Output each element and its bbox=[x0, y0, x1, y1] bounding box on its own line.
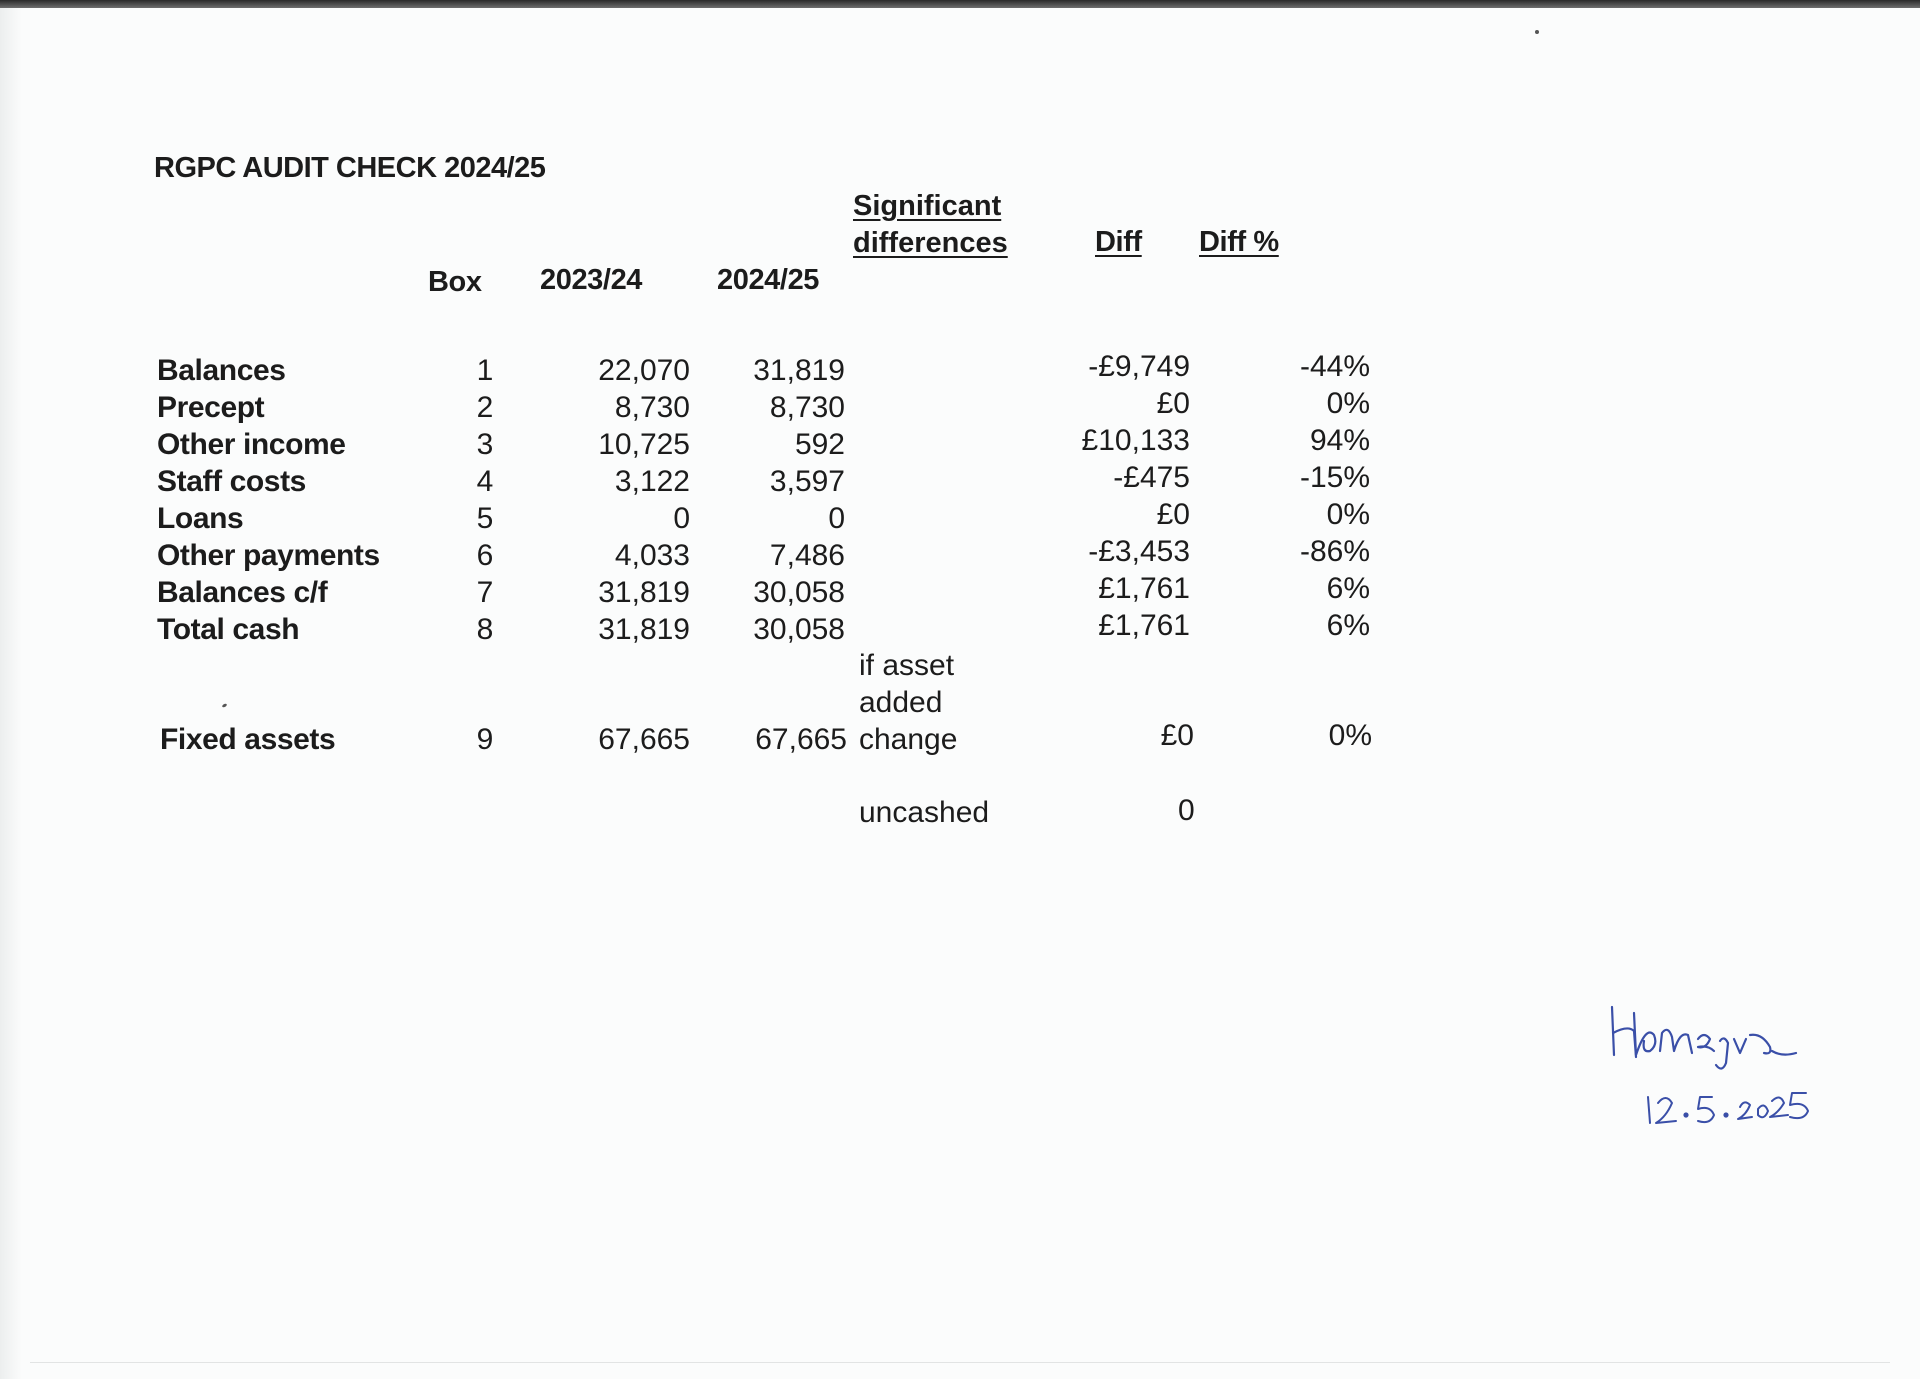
row-box: 8 bbox=[476, 613, 494, 646]
signature-stroke bbox=[1698, 1035, 1714, 1051]
scan-top-edge bbox=[0, 0, 1920, 8]
table-row bbox=[0, 387, 1920, 428]
row-diff: -£3,453 bbox=[1088, 535, 1190, 568]
table-row bbox=[0, 461, 1920, 502]
row-label: Other income bbox=[157, 428, 346, 461]
fixed-assets-note bbox=[859, 647, 954, 721]
row-box: 4 bbox=[476, 465, 494, 498]
row-diff: £1,761 bbox=[1098, 609, 1190, 642]
row-value-curr: 8,730 bbox=[769, 391, 845, 424]
table-row bbox=[0, 424, 1920, 465]
signature-stroke bbox=[1634, 1013, 1655, 1055]
row-box: 3 bbox=[476, 428, 494, 461]
row-box: 1 bbox=[476, 354, 494, 387]
row-value-prev: 31,819 bbox=[598, 613, 690, 646]
table-row bbox=[0, 535, 1920, 576]
row-value-prev: 3,122 bbox=[614, 465, 690, 498]
scan-bottom-line bbox=[30, 1362, 1890, 1363]
date-stroke bbox=[1648, 1097, 1650, 1123]
row-value-curr: 30,058 bbox=[753, 576, 845, 609]
row-label: Fixed assets bbox=[160, 723, 336, 756]
scan-speck bbox=[222, 703, 228, 708]
row-diff: £1,761 bbox=[1098, 572, 1190, 605]
handwritten-signature bbox=[1600, 995, 1840, 1145]
signature-stroke bbox=[1716, 1038, 1728, 1068]
row-diff-pct: 0% bbox=[1328, 719, 1372, 752]
row-diff-pct: -86% bbox=[1299, 535, 1370, 568]
row-diff: -£9,749 bbox=[1088, 350, 1190, 383]
date-dot bbox=[1684, 1113, 1687, 1116]
scan-left-shadow bbox=[0, 8, 22, 1379]
signature-stroke bbox=[1613, 1028, 1636, 1057]
row-box: 7 bbox=[476, 576, 494, 609]
date-stroke bbox=[1770, 1097, 1788, 1117]
row-label: Total cash bbox=[157, 613, 300, 646]
row-label: Precept bbox=[157, 391, 265, 424]
uncashed-label: uncashed bbox=[859, 796, 990, 829]
signature-stroke bbox=[1612, 1007, 1614, 1055]
signature-stroke bbox=[1750, 1035, 1770, 1054]
date-stroke bbox=[1698, 1097, 1714, 1122]
row-value-prev: 8,730 bbox=[614, 391, 690, 424]
row-diff: £0 bbox=[1160, 719, 1194, 752]
row-diff-pct: 6% bbox=[1326, 609, 1370, 642]
header-significant-line2: differences bbox=[853, 227, 1008, 259]
uncashed-value: 0 bbox=[1178, 794, 1195, 827]
row-diff: £10,133 bbox=[1081, 424, 1190, 457]
row-label: Loans bbox=[157, 502, 244, 535]
header-year-curr: 2024/25 bbox=[717, 264, 820, 296]
row-value-curr: 31,819 bbox=[753, 354, 845, 387]
header-significant-line1: Significant bbox=[853, 190, 1002, 222]
document-title: RGPC AUDIT CHECK 2024/25 bbox=[154, 152, 546, 184]
row-box: 5 bbox=[476, 502, 494, 535]
date-stroke bbox=[1758, 1105, 1768, 1117]
row-diff-pct: 94% bbox=[1309, 424, 1370, 457]
row-value-prev: 31,819 bbox=[598, 576, 690, 609]
header-significant-differences bbox=[853, 188, 1008, 262]
table-row bbox=[0, 350, 1920, 391]
row-box: 2 bbox=[476, 391, 494, 424]
row-diff: £0 bbox=[1156, 498, 1190, 531]
row-diff-pct: 0% bbox=[1326, 387, 1370, 420]
row-value-curr: 592 bbox=[794, 428, 845, 461]
row-label: Balances bbox=[157, 354, 286, 387]
header-box: Box bbox=[428, 266, 482, 298]
row-label: Other payments bbox=[157, 539, 380, 572]
signature-stroke bbox=[1772, 1051, 1796, 1055]
row-value-prev: 22,070 bbox=[598, 354, 690, 387]
note-line: if asset bbox=[859, 649, 955, 682]
row-diff-pct: -15% bbox=[1299, 461, 1370, 494]
note-line-change: change bbox=[859, 723, 958, 756]
header-year-prev: 2023/24 bbox=[540, 264, 643, 296]
table-row bbox=[0, 609, 1920, 650]
row-diff: -£475 bbox=[1113, 461, 1190, 494]
date-stroke bbox=[1738, 1102, 1752, 1119]
row-diff: £0 bbox=[1156, 387, 1190, 420]
table-row-fixed-assets bbox=[0, 719, 1920, 760]
row-diff-pct: 0% bbox=[1326, 498, 1370, 531]
row-value-curr: 0 bbox=[828, 502, 845, 535]
note-line: added bbox=[859, 686, 943, 719]
date-dot bbox=[1724, 1113, 1727, 1116]
row-value-prev: 0 bbox=[673, 502, 690, 535]
row-value-curr: 30,058 bbox=[753, 613, 845, 646]
scan-speck bbox=[1535, 30, 1539, 34]
row-box: 6 bbox=[476, 539, 494, 572]
row-value-curr: 7,486 bbox=[769, 539, 845, 572]
date-stroke bbox=[1790, 1093, 1808, 1118]
table-row bbox=[0, 498, 1920, 539]
row-label: Staff costs bbox=[157, 465, 306, 498]
row-value-curr: 3,597 bbox=[769, 465, 845, 498]
signature-stroke bbox=[1660, 1030, 1692, 1053]
table-row bbox=[0, 572, 1920, 613]
row-value-curr: 67,665 bbox=[755, 723, 847, 756]
row-value-prev: 67,665 bbox=[598, 723, 690, 756]
header-diff: Diff bbox=[1095, 226, 1142, 258]
signature-stroke bbox=[1734, 1039, 1746, 1053]
header-diff-pct: Diff % bbox=[1199, 226, 1279, 258]
row-value-prev: 10,725 bbox=[598, 428, 690, 461]
row-diff-pct: 6% bbox=[1326, 572, 1370, 605]
date-stroke bbox=[1656, 1098, 1676, 1123]
row-label: Balances c/f bbox=[157, 576, 328, 609]
row-value-prev: 4,033 bbox=[614, 539, 690, 572]
row-diff-pct: -44% bbox=[1299, 350, 1370, 383]
row-box: 9 bbox=[476, 723, 494, 756]
